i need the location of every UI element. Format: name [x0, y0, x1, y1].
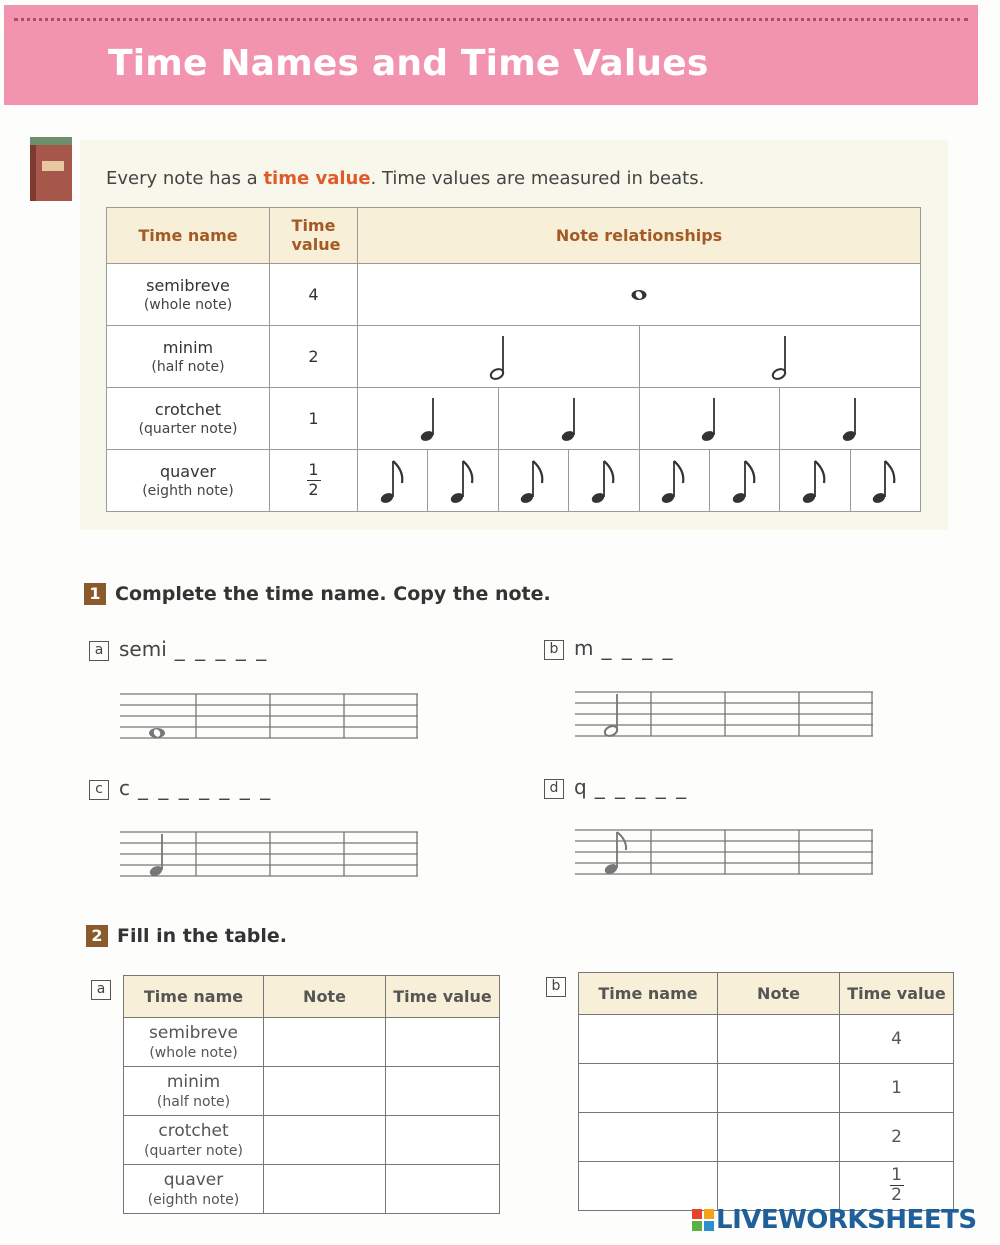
- name-answer-cell[interactable]: [579, 1015, 718, 1064]
- staff-1c[interactable]: [120, 828, 420, 880]
- quaver-note-icon: [448, 457, 478, 505]
- value-answer-cell[interactable]: [386, 1116, 500, 1165]
- table-row: [124, 1165, 500, 1214]
- fill-table-a: [123, 975, 500, 1214]
- note-cell: [850, 450, 920, 512]
- table-row: [124, 1018, 500, 1067]
- quaver-note-icon: [603, 832, 626, 876]
- note-cell: [498, 450, 568, 512]
- table-row: [124, 1067, 500, 1116]
- note-cell: [639, 450, 709, 512]
- value-answer-cell[interactable]: [386, 1067, 500, 1116]
- time-name-cell: quaver (eighth note): [107, 450, 270, 512]
- quaver-note-icon: [589, 457, 619, 505]
- table-row: [107, 264, 921, 326]
- note-cell: [709, 450, 779, 512]
- minim-note-icon: [770, 333, 790, 381]
- question-1a: a semi _ _ _ _ _: [89, 637, 268, 661]
- header-time-value: Time value: [386, 976, 500, 1018]
- book-icon: [30, 143, 72, 201]
- header-time-name: Time name: [107, 208, 270, 264]
- time-name-cell: crotchet (quarter note): [124, 1116, 264, 1165]
- semibreve-note-icon: [629, 288, 649, 302]
- crotchet-note-icon: [559, 395, 579, 443]
- minim-note-icon: [603, 694, 619, 738]
- time-name-cell: semibreve (whole note): [107, 264, 270, 326]
- fraction: $\frac{1}{2}$: [308, 460, 319, 499]
- time-value-cell: 1: [840, 1064, 954, 1113]
- time-value-cell: 4: [270, 264, 358, 326]
- header-note-relationships: Note relationships: [358, 208, 921, 264]
- logo-icon: [692, 1209, 714, 1231]
- question-1d: d q _ _ _ _ _: [544, 775, 688, 799]
- table-row: [107, 326, 921, 388]
- note-answer-cell[interactable]: [264, 1116, 386, 1165]
- note-cell: [569, 450, 639, 512]
- crotchet-note-icon: [148, 834, 164, 878]
- time-name-cell: minim (half note): [124, 1067, 264, 1116]
- semibreve-note-icon: [149, 728, 165, 738]
- quaver-note-icon: [730, 457, 760, 505]
- value-answer-cell[interactable]: [386, 1018, 500, 1067]
- section-2-heading: 2 Fill in the table.: [86, 925, 287, 947]
- note-relationships-table: [106, 207, 921, 512]
- table-row: [107, 450, 921, 512]
- answer-blank[interactable]: _ _ _ _ _ _ _: [138, 776, 273, 800]
- table-row: [107, 388, 921, 450]
- note-cell: [358, 388, 499, 450]
- time-name-cell: semibreve (whole note): [124, 1018, 264, 1067]
- note-answer-cell[interactable]: [718, 1015, 840, 1064]
- crotchet-note-icon: [418, 395, 438, 443]
- time-value-cell: 4: [840, 1015, 954, 1064]
- time-value-cell: 2: [840, 1113, 954, 1162]
- question-1c: c c _ _ _ _ _ _ _: [89, 776, 272, 800]
- table-b-label: b: [546, 973, 576, 997]
- quaver-note-icon: [870, 457, 900, 505]
- note-cell: [780, 388, 921, 450]
- name-answer-cell[interactable]: [579, 1064, 718, 1113]
- staff-1d[interactable]: [575, 826, 875, 878]
- note-cell: [780, 450, 850, 512]
- answer-blank[interactable]: _ _ _ _: [601, 636, 675, 660]
- note-answer-cell[interactable]: [718, 1162, 840, 1211]
- header-time-value: Time value: [840, 973, 954, 1015]
- header-time-name: Time name: [124, 976, 264, 1018]
- note-answer-cell[interactable]: [718, 1064, 840, 1113]
- note-cell: [358, 326, 640, 388]
- title-banner: [4, 5, 978, 105]
- minim-note-icon: [488, 333, 508, 381]
- time-value-cell: [270, 450, 358, 512]
- question-1b: b m _ _ _ _: [544, 636, 675, 660]
- time-name-cell: quaver (eighth note): [124, 1165, 264, 1214]
- note-cell: [358, 450, 428, 512]
- note-cell: [639, 326, 921, 388]
- answer-blank[interactable]: _ _ _ _ _: [174, 637, 269, 661]
- quaver-note-icon: [378, 457, 408, 505]
- note-answer-cell[interactable]: [264, 1067, 386, 1116]
- header-note: Note: [264, 976, 386, 1018]
- header-time-value: Time value: [270, 208, 358, 264]
- banner-dashes: [14, 18, 968, 21]
- table-row: [124, 1116, 500, 1165]
- page-title: Time Names and Time Values: [108, 43, 709, 84]
- table-row: [579, 1113, 954, 1162]
- time-name-cell: minim (half note): [107, 326, 270, 388]
- crotchet-note-icon: [699, 395, 719, 443]
- header-time-name: Time name: [579, 973, 718, 1015]
- staff-1b[interactable]: [575, 688, 875, 740]
- time-value-cell: [840, 1162, 954, 1211]
- crotchet-note-icon: [840, 395, 860, 443]
- table-row: [579, 1162, 954, 1211]
- header-note: Note: [718, 973, 840, 1015]
- time-value-cell: 1: [270, 388, 358, 450]
- name-answer-cell[interactable]: [579, 1113, 718, 1162]
- value-answer-cell[interactable]: [386, 1165, 500, 1214]
- note-cell: [428, 450, 498, 512]
- name-answer-cell[interactable]: [579, 1162, 718, 1211]
- quaver-note-icon: [518, 457, 548, 505]
- table-a-label: a: [91, 976, 121, 1000]
- time-value-cell: 2: [270, 326, 358, 388]
- time-name-cell: crotchet (quarter note): [107, 388, 270, 450]
- staff-1a[interactable]: [120, 690, 420, 742]
- liveworksheets-logo: LIVEWORKSHEETS: [692, 1205, 977, 1235]
- quaver-note-icon: [659, 457, 689, 505]
- note-answer-cell[interactable]: [718, 1113, 840, 1162]
- note-cell: [358, 264, 921, 326]
- table-row: [579, 1015, 954, 1064]
- section-1-heading: 1 Complete the time name. Copy the note.: [84, 583, 551, 605]
- intro-highlight: time value: [263, 168, 371, 189]
- note-cell: [498, 388, 639, 450]
- fill-table-b: [578, 972, 954, 1211]
- intro-text: Every note has a time value. Time values are measured in beats.: [106, 168, 705, 189]
- note-cell: [639, 388, 780, 450]
- quaver-note-icon: [800, 457, 830, 505]
- fraction: $\frac{1}{2}$: [891, 1164, 902, 1206]
- answer-blank[interactable]: _ _ _ _ _: [594, 775, 689, 799]
- note-answer-cell[interactable]: [264, 1018, 386, 1067]
- table-row: [579, 1064, 954, 1113]
- note-answer-cell[interactable]: [264, 1165, 386, 1214]
